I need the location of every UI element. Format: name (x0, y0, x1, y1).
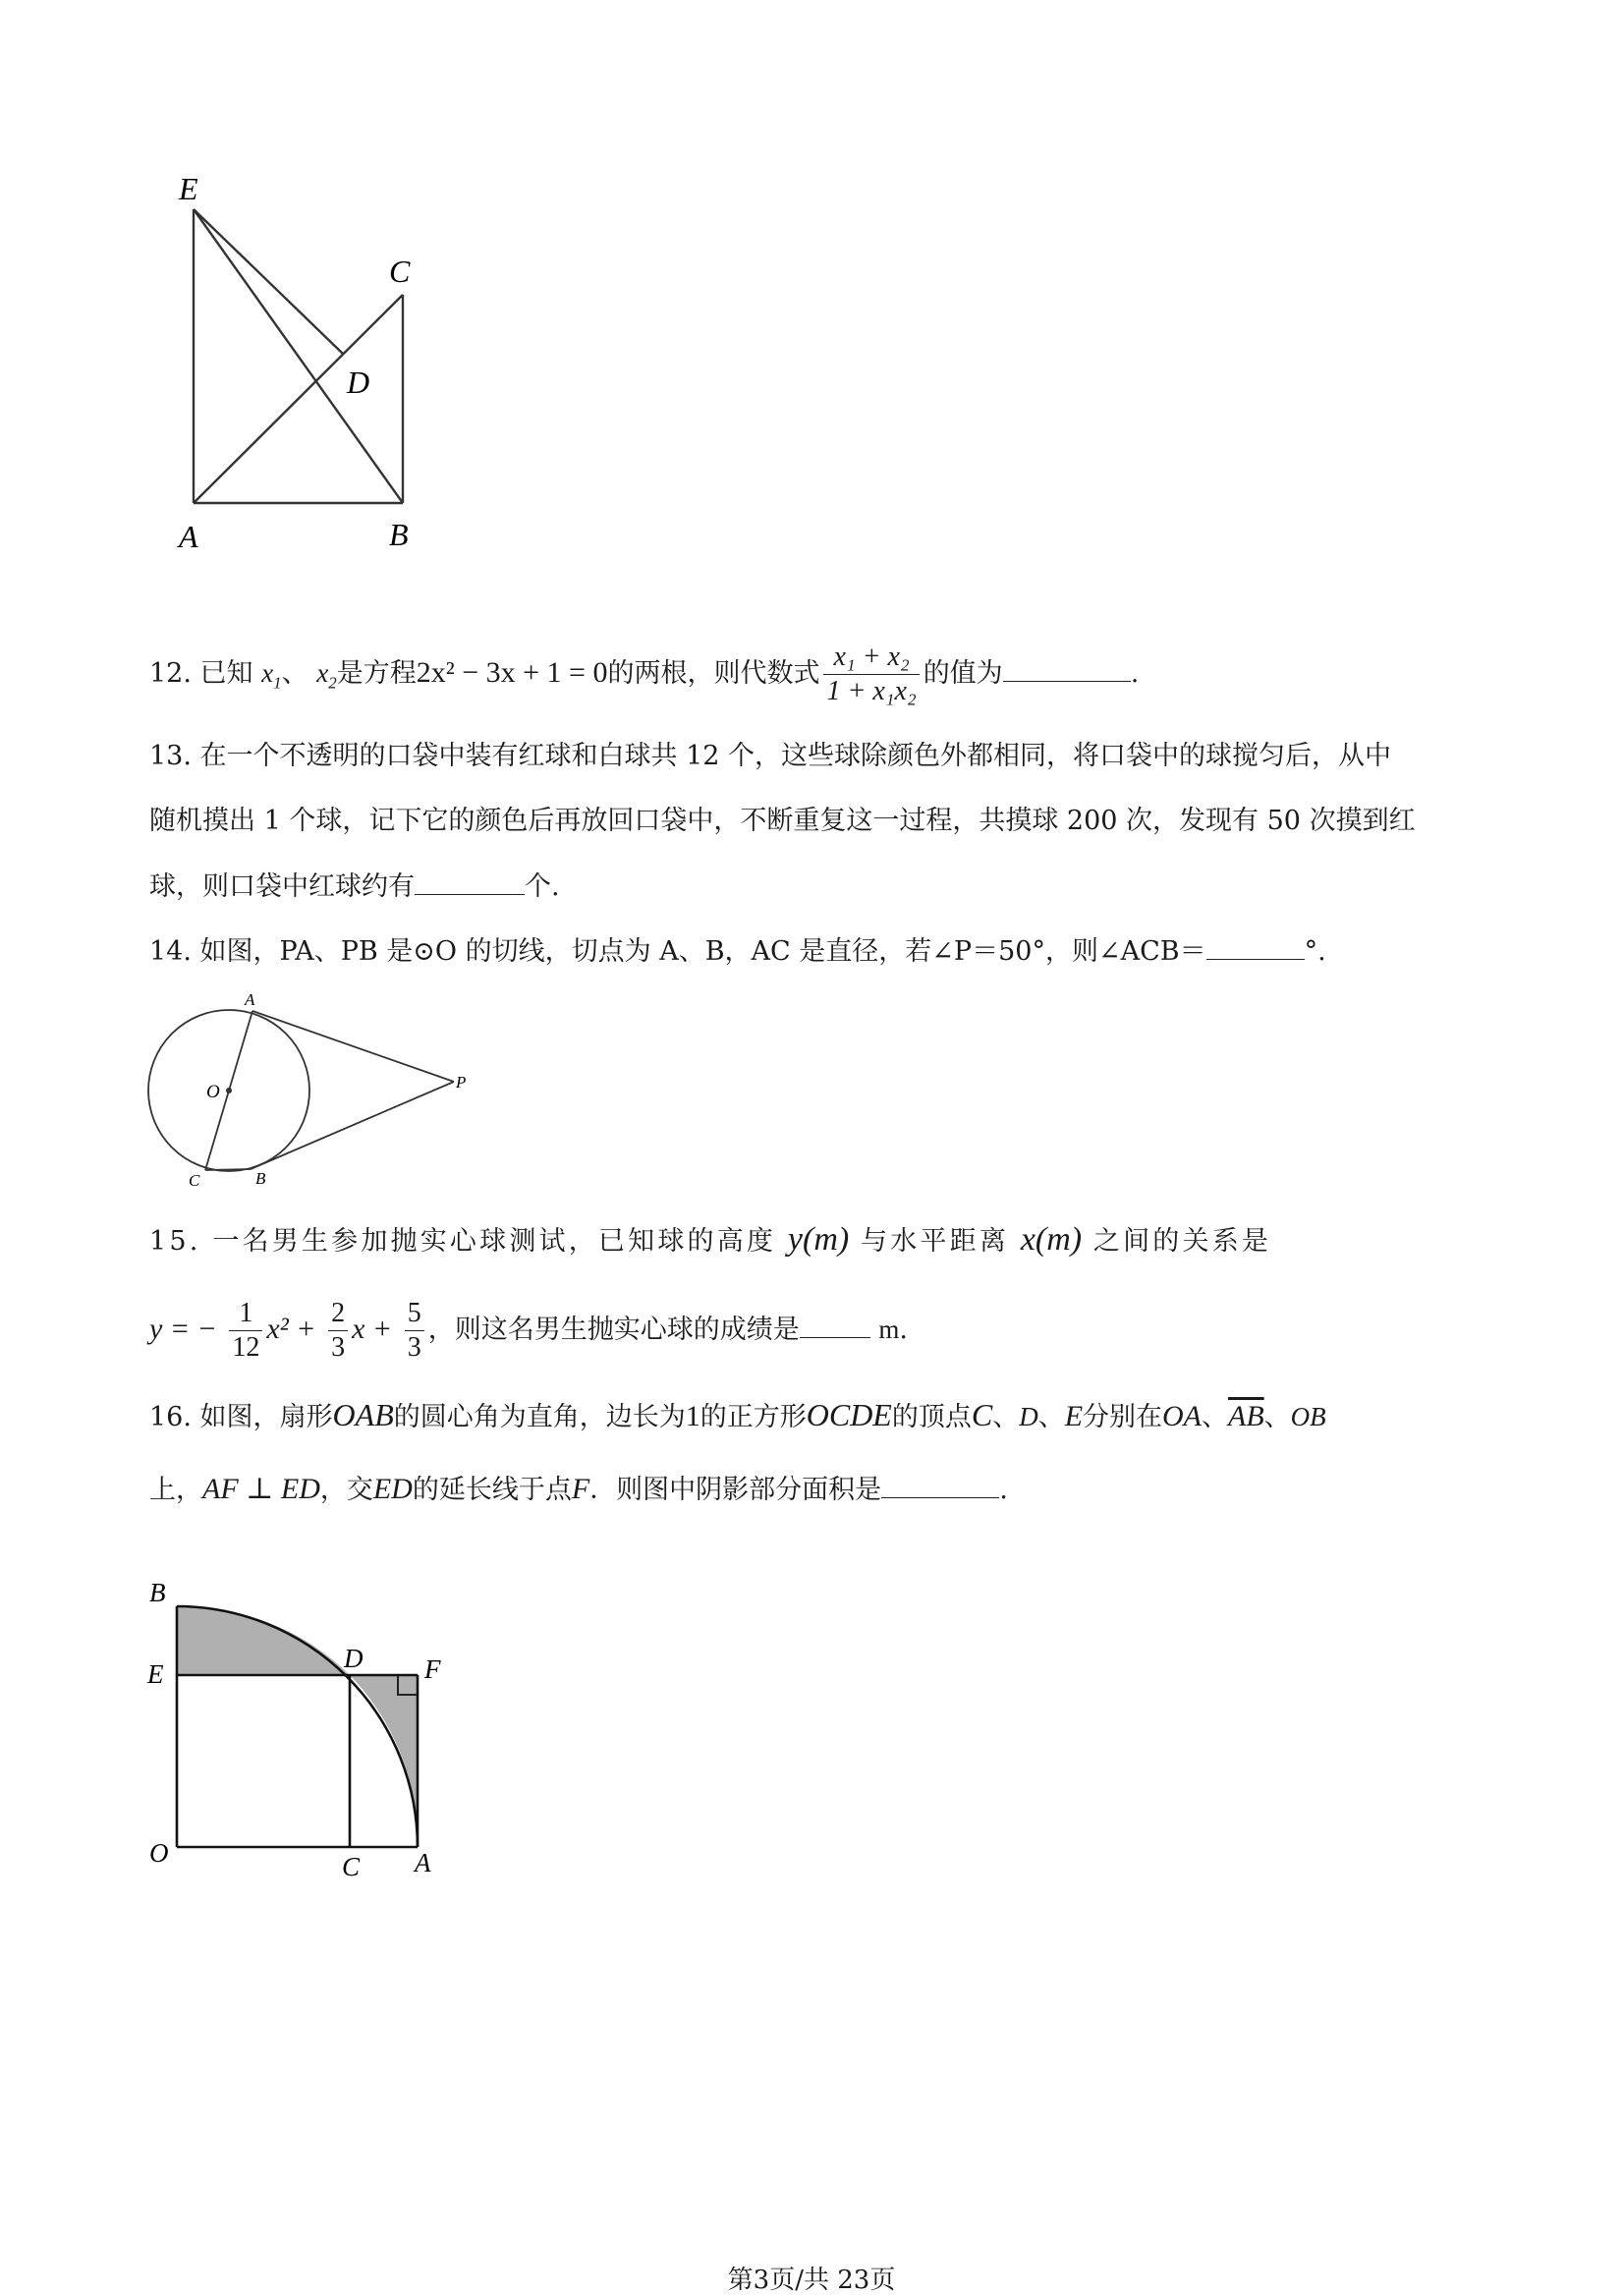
q12-sep: 、 (281, 658, 308, 689)
q13-text: 球，则口袋中红球约有 (149, 871, 415, 902)
q15-term-2: x + (352, 1313, 393, 1345)
q15-line-1 (149, 1220, 1271, 1261)
label-c: C (389, 253, 411, 289)
q16-text-6: 上， (149, 1475, 202, 1505)
q16-c: C (971, 1397, 993, 1432)
q15-text-4: ，则这名男生抛实心球的成绩是 (427, 1315, 800, 1345)
q16-text-2: 的圆心角为直角，边长为 (393, 1402, 686, 1432)
q12-text-2: 是方程 (336, 658, 417, 689)
label-d: D (344, 1644, 364, 1673)
q15-end: . (899, 1315, 908, 1345)
q15-unit: m (878, 1315, 900, 1344)
q15-y-unit: y(m) (787, 1221, 850, 1258)
q12-number: 12. (149, 658, 192, 689)
q16-text-9: ．则图中阴影部分面积是 (589, 1475, 882, 1505)
q12-end: . (1130, 658, 1140, 689)
segment-eb (194, 209, 403, 503)
segment-ed (194, 209, 344, 355)
label-e: E (179, 171, 198, 206)
q16-d: D (1019, 1402, 1038, 1431)
q15-text-3: 之间的关系是 (1092, 1226, 1272, 1257)
label-p: P (456, 1073, 467, 1092)
q15-line-2 (149, 1295, 908, 1365)
question-12 (149, 641, 1139, 708)
tangent-pb (251, 1082, 454, 1169)
q16-perp: AF ⊥ ED (202, 1473, 320, 1505)
q14-answer-blank[interactable] (1206, 931, 1305, 960)
q15-text-2: 与水平距离 (861, 1226, 1010, 1257)
label-a: A (415, 1848, 431, 1877)
q16-ed: ED (372, 1473, 413, 1505)
q14-text: 14. 如图，PA、PB 是⊙O 的切线，切点为 A、B，AC 是直径，若∠P＝50°，则∠ACB＝ (149, 936, 1206, 967)
q15-fraction-1: $\frac{1}{12}$ (229, 1297, 262, 1365)
q15-fraction-3: $\frac{5}{3}$ (405, 1297, 424, 1365)
q16-text-3: 的正方形 (700, 1402, 807, 1432)
tangent-pa (252, 1011, 454, 1082)
segment-ac (194, 295, 403, 503)
figure-q16 (138, 1577, 472, 1891)
label-a: A (179, 519, 198, 554)
q16-e: E (1064, 1400, 1084, 1432)
q12-answer-blank[interactable] (1003, 653, 1131, 682)
q16-text-4: 的顶点 (891, 1402, 972, 1432)
label-o: O (206, 1082, 220, 1102)
page-footer: 第3页/共 23页 (727, 2266, 896, 2295)
label-c: C (189, 1171, 200, 1190)
center-o-dot (226, 1088, 232, 1093)
q13-line-1: 13. 在一个不透明的口袋中装有红球和白球共 12 个，这些球除颜色外都相同，将口袋中的球搅匀后，从中 (149, 741, 1392, 771)
q13-end: 个. (525, 871, 560, 902)
q16-text-8: 的延长线于点 (412, 1475, 572, 1505)
label-a: A (245, 990, 255, 1009)
q12-equation: 2x² − 3x + 1 = 0 (416, 656, 608, 689)
label-f: F (424, 1654, 441, 1684)
label-d: D (347, 364, 370, 400)
q12-x2: $x_2$ (316, 658, 337, 693)
q12-x1: $x_1$ (261, 658, 282, 693)
q16-answer-blank[interactable] (881, 1470, 999, 1498)
q16-f: F (571, 1473, 590, 1505)
q16-line-1: 16. 如图，扇形OAB的圆心角为直角，边长为1的正方形OCDE的顶点C、D、E分别在OA、$\overline{AB}$、OB (149, 1397, 1326, 1432)
q16-text-7: ，交 (319, 1475, 373, 1505)
label-b: B (255, 1169, 266, 1188)
q15-x-unit: x(m) (1020, 1221, 1083, 1258)
shaded-region-right (350, 1675, 418, 1847)
q16-line-2 (149, 1470, 1008, 1510)
q15-fraction-2: $\frac{2}{3}$ (328, 1297, 348, 1365)
q14-end: °. (1304, 936, 1326, 967)
q12-frac-den: 1 + x₁x₂ (826, 676, 917, 706)
q12-text-1: 已知 (199, 658, 253, 689)
q15-answer-blank[interactable] (800, 1310, 870, 1338)
label-b: B (149, 1578, 166, 1607)
q13-line-2: 随机摸出 1 个球，记下它的颜色后再放回口袋中，不断重复这一过程，共摸球 200 次，发现有 50 次摸到红 (149, 806, 1416, 836)
q16-end: . (999, 1475, 1008, 1505)
shaded-region-top (177, 1606, 350, 1675)
q13-answer-blank[interactable] (415, 867, 525, 895)
q12-frac-num: x₁ + x₂ (823, 641, 919, 675)
label-o: O (149, 1838, 169, 1868)
q16-oab: OAB (332, 1397, 394, 1432)
q16-text-1: 16. 如图，扇形 (149, 1402, 333, 1432)
q16-text-5: 分别在 (1083, 1402, 1163, 1432)
q13-line-3 (149, 867, 560, 907)
label-b: B (389, 517, 409, 552)
label-c: C (342, 1852, 361, 1881)
q15-text-1: 15. 一名男生参加抛实心球测试，已知球的高度 (149, 1226, 777, 1257)
q15-formula-lhs: y = − (149, 1313, 217, 1345)
q16-ob: OB (1290, 1402, 1326, 1431)
q12-fraction (823, 641, 919, 708)
q16-one: 1 (685, 1400, 700, 1432)
q12-text-4: 的值为 (923, 658, 1003, 689)
label-e: E (147, 1659, 164, 1689)
q16-oa: OA (1162, 1400, 1203, 1432)
q16-arc-ab: $\overline{AB}$ (1228, 1400, 1264, 1432)
q12-text-3: 的两根，则代数式 (607, 658, 820, 689)
q15-term-1: x² + (266, 1313, 316, 1345)
figure-q11 (167, 162, 481, 565)
chord-cb (205, 1169, 251, 1170)
q16-ocde: OCDE (806, 1397, 892, 1432)
question-14 (149, 931, 1326, 972)
figure-q14 (138, 987, 481, 1199)
